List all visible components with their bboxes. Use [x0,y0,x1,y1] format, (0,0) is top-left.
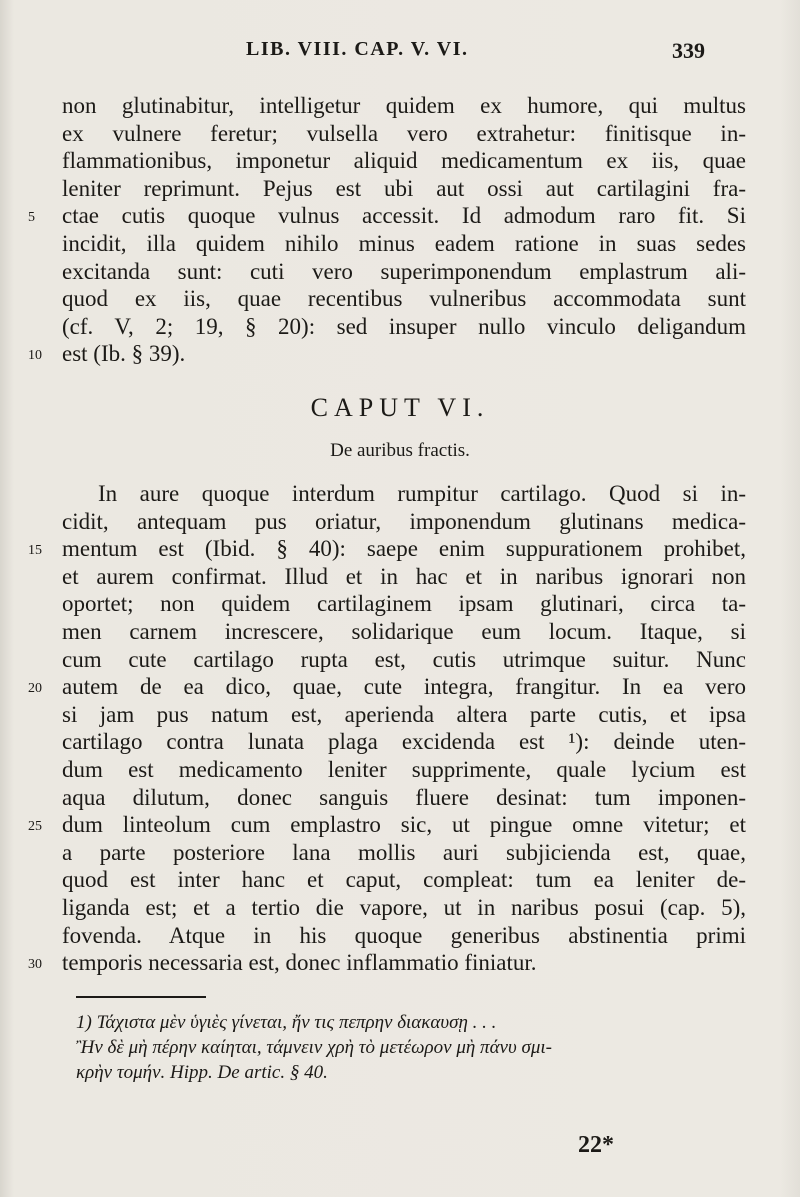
text-line [62,646,746,674]
chapter-heading: CAPUT VI. [310,393,490,422]
footnote-rule [76,996,206,998]
line-text: In aure quoque interdum rumpitur cartilago. Quod si in- [98,481,746,506]
line-text: est (Ib. § 39). [62,341,186,367]
text-line [28,340,746,368]
line-text: temporis necessaria est, donec inflammatio finiatur. [62,950,537,976]
line-number: 30 [28,957,42,973]
footnote-line: 1) Τάχιστα μὲν ὑγιὲς γίνεται, ἤν τις πεπρην διακαυσῃ . . . [76,1012,497,1033]
text-line [62,728,746,756]
line-number: 5 [28,210,35,226]
signature-mark: 22* [578,1132,614,1158]
line-text: liganda est; et a tertio die vapore, ut in naribus posui (cap. 5), [62,894,746,920]
footnote-line: Ἢν δὲ μὴ πέρην καίηται, τάμνειν χρὴ τὸ μετέωρον μὴ πάνυ σμι- [76,1037,552,1058]
line-text: excitanda sunt: cuti vero superimponendum emplastrum ali- [62,258,746,284]
line-number: 25 [28,819,42,835]
text-line [62,563,746,591]
line-text: ex vulnere feretur; vulsella vero extrahetur: finitisque in- [62,120,746,146]
line-text: dum est medicamento leniter supprimente, quale lycium est [62,756,746,782]
text-line [62,480,746,508]
text-line [62,258,746,286]
line-number: 15 [28,543,42,559]
line-number: 10 [28,348,42,364]
line-text: aqua dilutum, donec sanguis fluere desinat: tum imponen- [62,784,746,810]
text-line [62,894,746,922]
text-line [62,784,746,812]
text-block-1 [28,92,746,368]
line-text: oportet; non quidem cartilaginem ipsam glutinari, circa ta- [62,591,746,617]
text-line [62,313,746,341]
text-line [28,811,746,839]
page-header [0,38,800,70]
running-head: LIB. VIII. CAP. V. VI. [246,38,469,60]
text-line [62,701,746,729]
text-line [28,949,746,977]
line-text: non glutinabitur, intelligetur quidem ex humore, qui multus [62,93,746,118]
text-line [62,590,746,618]
line-text: men carnem increscere, solidarique eum locum. Itaque, si [62,618,746,644]
text-line [28,673,746,701]
text-line [62,866,746,894]
text-line [62,756,746,784]
line-text: cidit, antequam pus oriatur, imponendum glutinans medica- [62,508,746,534]
line-text: leniter reprimunt. Pejus est ubi aut ossi aut cartilagini fra- [62,175,746,201]
chapter-subtitle: De auribus fractis. [330,440,470,461]
text-line [62,175,746,203]
footnote-line: κρὴν τομήν. Hipp. De artic. § 40. [76,1062,328,1083]
text-line [62,92,746,120]
line-text: fovenda. Atque in his quoque generibus abstinentia primi [62,922,746,948]
line-text: et aurem confirmat. Illud et in hac et in naribus ignorari non [62,563,746,589]
line-text: a parte posteriore lana mollis auri subjicienda est, quae, [62,839,746,865]
line-text: ctae cutis quoque vulnus accessit. Id admodum raro fit. Si [62,203,746,229]
text-line [62,285,746,313]
text-line [62,922,746,950]
text-line [62,230,746,258]
page-number: 339 [672,38,705,63]
line-number: 20 [28,681,42,697]
line-text: quod est inter hanc et caput, compleat: tum ea leniter de- [62,867,746,893]
text-block-2 [28,480,746,977]
text-line [62,839,746,867]
text-line [28,202,746,230]
footnotes [76,1010,746,1085]
line-text: flammationibus, imponetur aliquid medicamentum ex iis, quae [62,148,746,174]
text-line [62,508,746,536]
line-text: cum cute cartilago rupta est, cutis utrimque suitur. Nunc [62,646,746,672]
text-line [62,147,746,175]
line-text: dum linteolum cum emplastro sic, ut pingue omne vitetur; et [62,812,746,838]
text-line [62,120,746,148]
line-text: mentum est (Ibid. § 40): saepe enim suppurationem prohibet, [62,536,746,562]
line-text: incidit, illa quidem nihilo minus eadem ratione in suas sedes [62,230,746,256]
text-line [62,618,746,646]
line-text: autem de ea dico, quae, cute integra, frangitur. In ea vero [62,674,746,700]
line-text: quod ex iis, quae recentibus vulneribus accommodata sunt [62,286,746,312]
line-text: (cf. V, 2; 19, § 20): sed insuper nullo vinculo deligandum [62,313,746,339]
line-text: cartilago contra lunata plaga excidenda est ¹): deinde uten- [62,729,746,755]
text-line [28,535,746,563]
line-text: si jam pus natum est, aperienda altera parte cutis, et ipsa [62,701,746,727]
